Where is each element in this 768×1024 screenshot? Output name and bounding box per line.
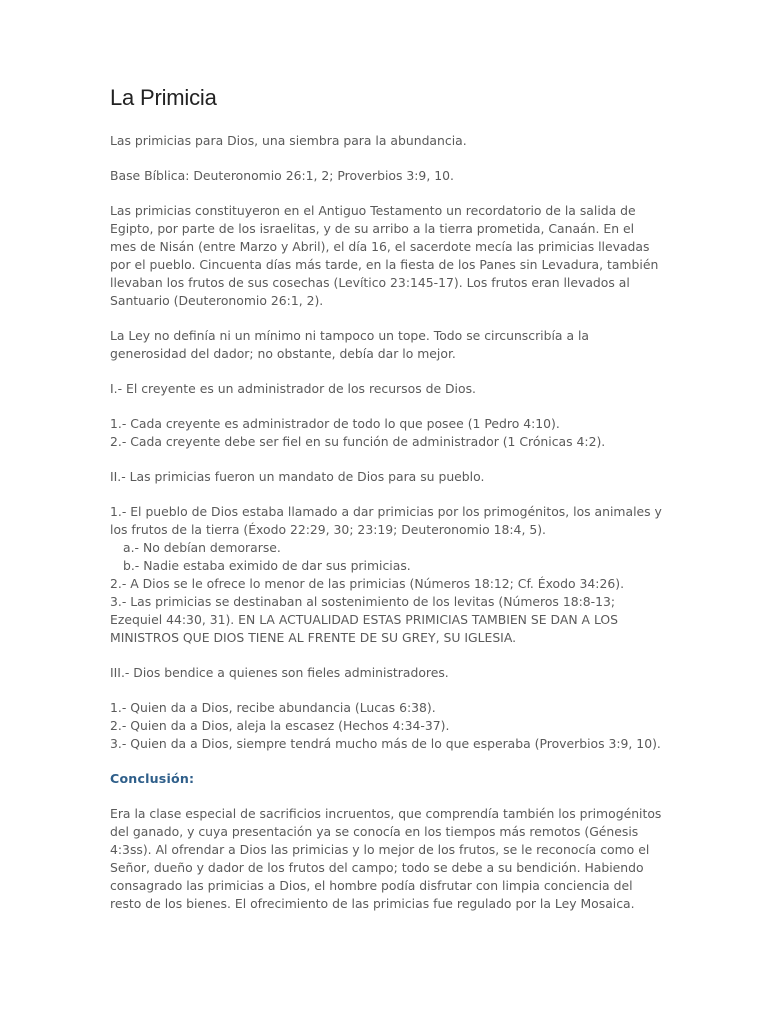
sub-list-item: a.- No debían demorarse. <box>123 540 281 555</box>
list-item: 1.- Quien da a Dios, recibe abundancia (Lucas 6:38). <box>110 700 436 715</box>
document-page <box>110 84 662 913</box>
section-3-title: III.- Dios bendice a quienes son fieles administradores. <box>110 665 449 680</box>
list-item: 2.- Cada creyente debe ser fiel en su función de administrador (1 Crónicas 4:2). <box>110 434 606 449</box>
section-2-title: II.- Las primicias fueron un mandato de Dios para su pueblo. <box>110 469 485 484</box>
list-item: 3.- Quien da a Dios, siempre tendrá mucho más de lo que esperaba (Proverbios 3:9, 10). <box>110 736 661 751</box>
section-1-title: I.- El creyente es un administrador de los recursos de Dios. <box>110 381 476 396</box>
base-biblica: Base Bíblica: Deuteronomio 26:1, 2; Proverbios 3:9, 10. <box>110 168 454 183</box>
sub-list-item: b.- Nadie estaba eximido de dar sus primicias. <box>123 558 411 573</box>
section-3-list <box>110 699 662 753</box>
paragraph-historia: Las primicias constituyeron en el Antiguo Testamento un recordatorio de la salida de Egipto, por parte de los israelitas, y de su arribo a la tierra prometida, Canaán. En el mes de Nisán (entre Marzo y Abril), el día 16, el sacerdote mecía las primicias llevadas por el pueblo. Cincuenta días más tarde, en la fiesta de los Panes sin Levadura, también llevaban los frutos de sus cosechas (Levítico 23:145-17). Los frutos eran llevados al Santuario (Deuteronomio 26:1, 2). <box>110 203 659 308</box>
intro-paragraph: Las primicias para Dios, una siembra para la abundancia. <box>110 133 467 148</box>
section-2-list <box>110 503 662 647</box>
page-title: La Primicia <box>110 85 217 110</box>
conclusion-paragraph: Era la clase especial de sacrificios incruentos, que comprendía también los primogénitos del ganado, y cuya presentación ya se conocía en los tiempos más remotos (Génesis 4:3ss). Al ofrendar a Dios las primicias y lo mejor de los frutos, se le reconocía como el Señor, dueño y dador de los frutos del campo; todo se debe a su bendición. Habiendo consagrado las primicias a Dios, el hombre podía disfrutar con limpia conciencia del resto de los bienes. El ofrecimiento de las primicias fue regulado por la Ley Mosaica. <box>110 806 662 911</box>
conclusion-heading: Conclusión: <box>110 771 195 786</box>
list-item: 2.- A Dios se le ofrece lo menor de las primicias (Números 18:12; Cf. Éxodo 34:26). <box>110 576 625 591</box>
list-item: 3.- Las primicias se destinaban al sostenimiento de los levitas (Números 18:8-13; Ezequiel 44:30, 31). EN LA ACTUALIDAD ESTAS PRIMICIAS TAMBIEN SE DAN A LOS MINISTROS QUE DIOS TIENE AL FRENTE DE SU GREY, SU IGLESIA. <box>110 594 619 645</box>
list-item: 1.- Cada creyente es administrador de todo lo que posee (1 Pedro 4:10). <box>110 416 560 431</box>
list-item: 2.- Quien da a Dios, aleja la escasez (Hechos 4:34-37). <box>110 718 450 733</box>
list-item: 1.- El pueblo de Dios estaba llamado a dar primicias por los primogénitos, los animales y los frutos de la tierra (Éxodo 22:29, 30; 23:19; Deuteronomio 18:4, 5). <box>110 504 662 537</box>
paragraph-ley: La Ley no definía ni un mínimo ni tampoco un tope. Todo se circunscribía a la generosidad del dador; no obstante, debía dar lo mejor. <box>110 328 590 361</box>
section-1-list <box>110 415 662 451</box>
